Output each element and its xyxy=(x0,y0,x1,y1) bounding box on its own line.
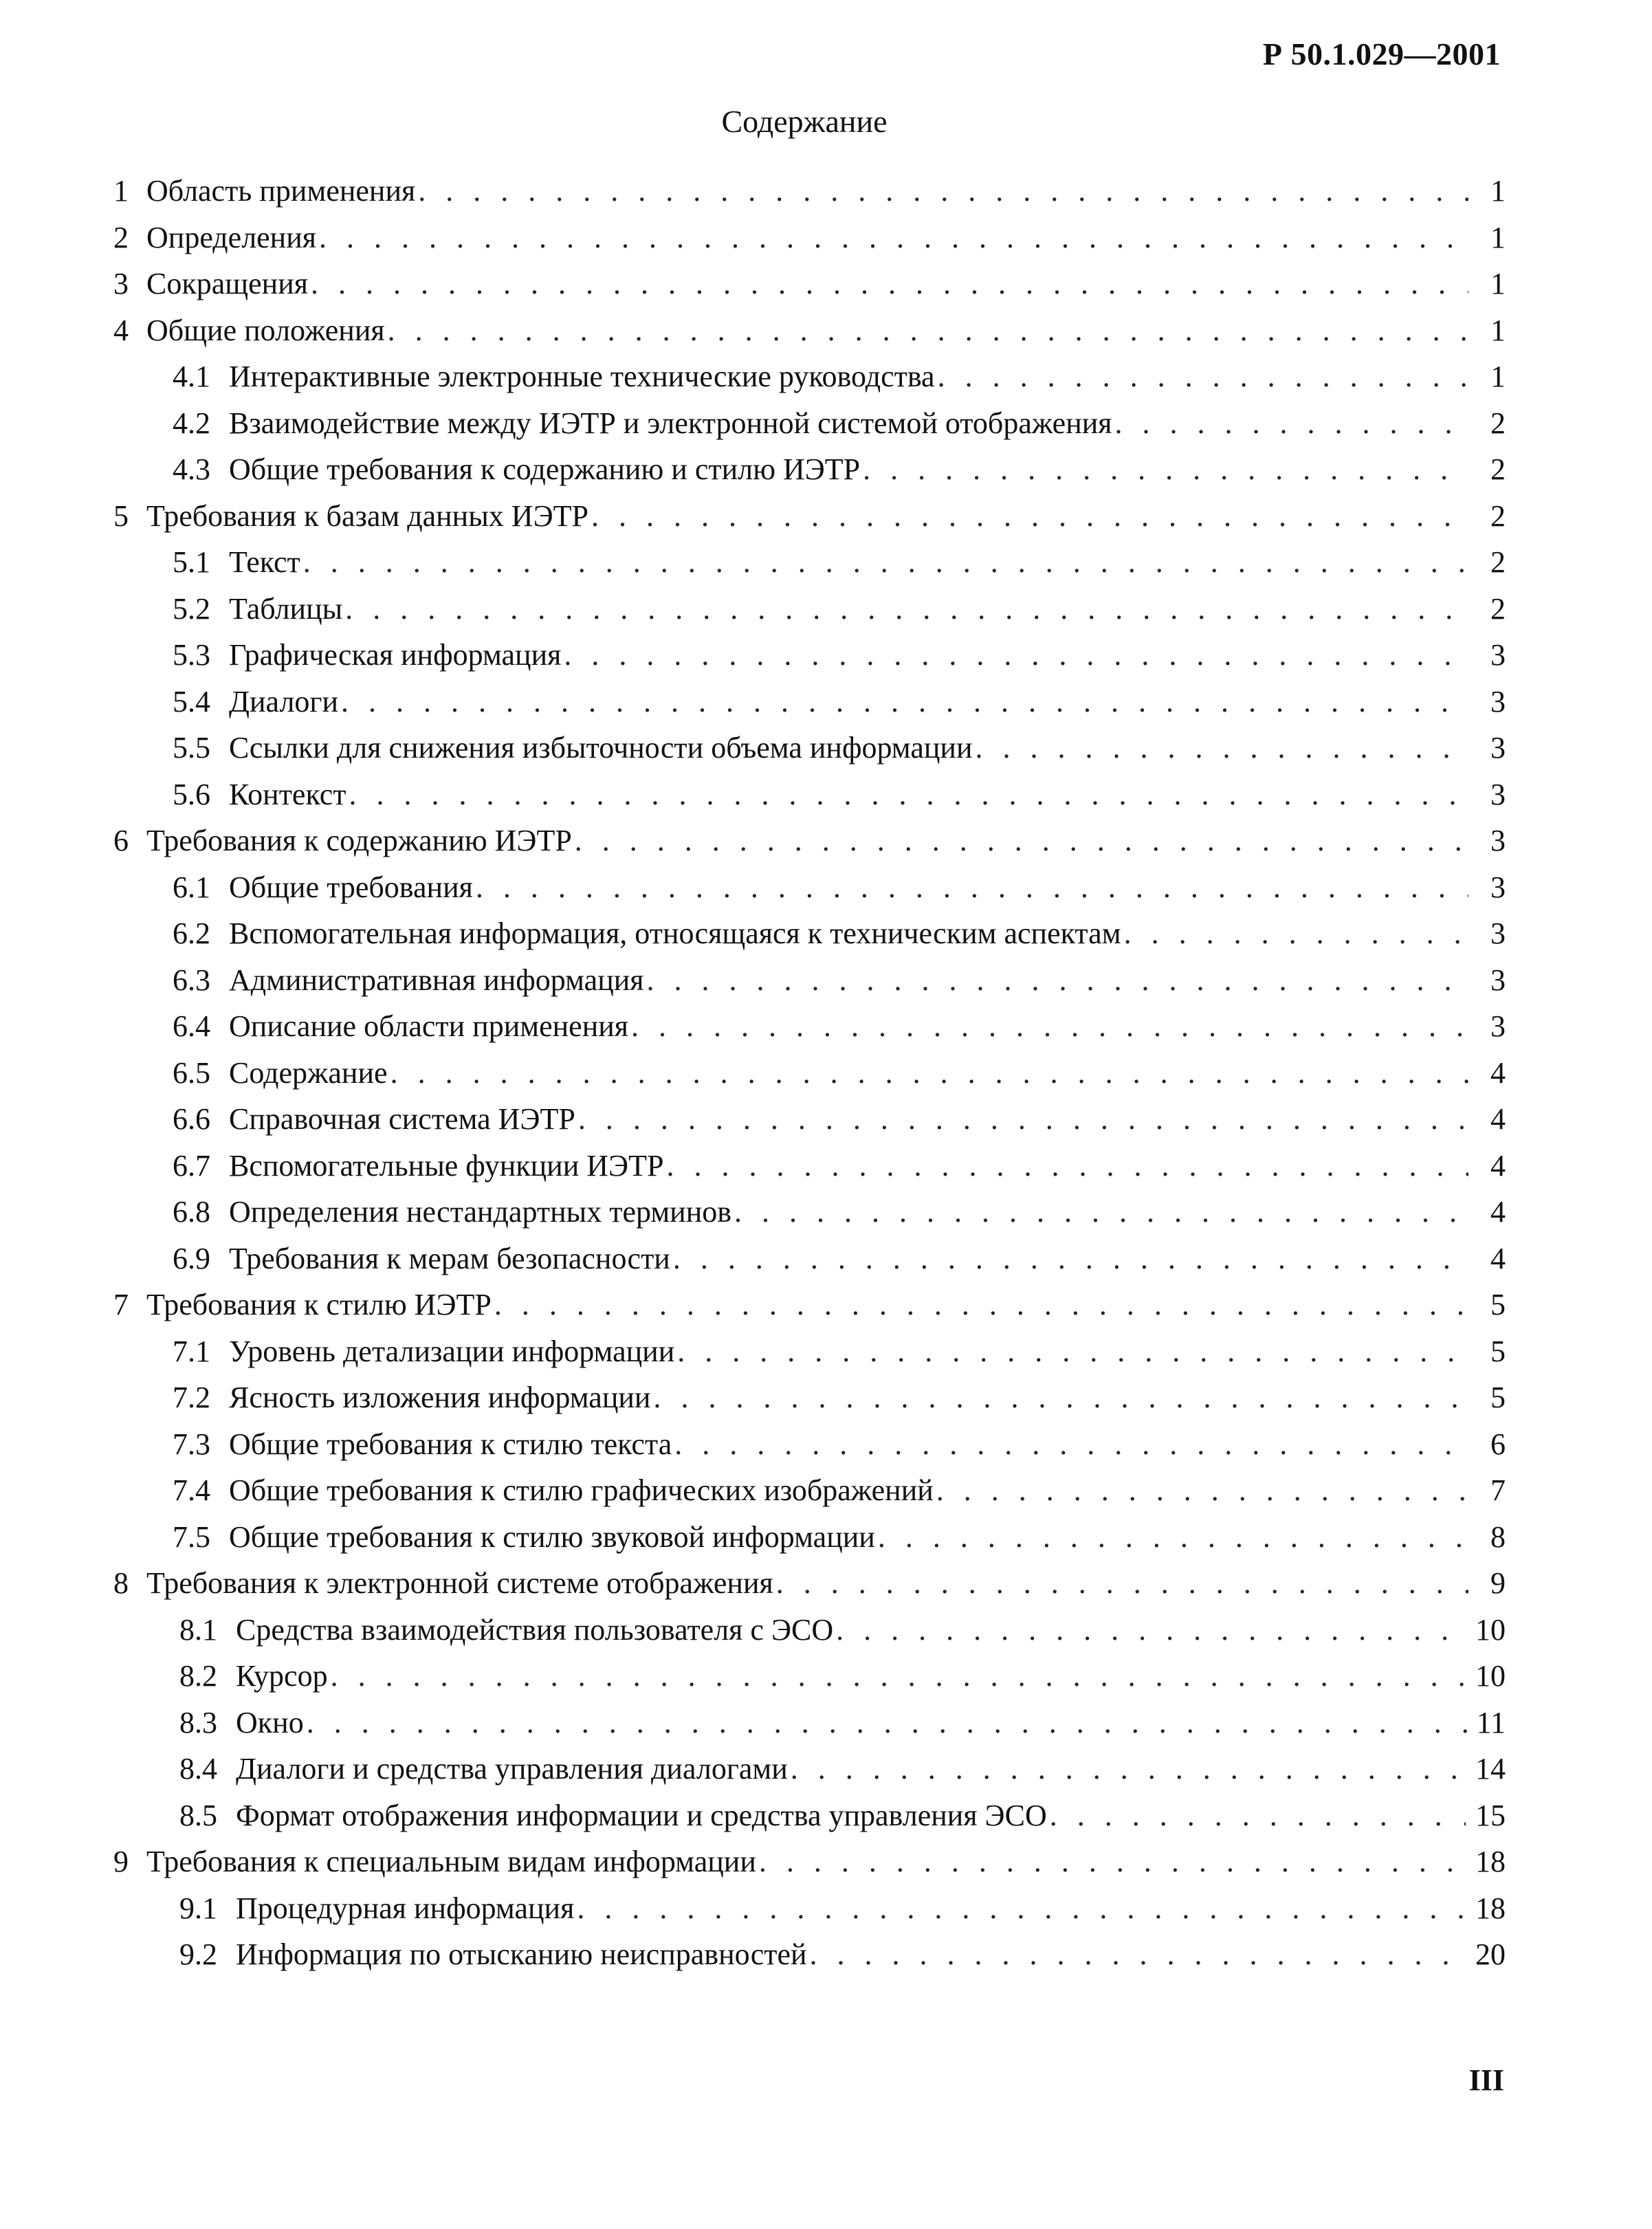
toc-entry-title: Интерактивные электронные технические руководства xyxy=(229,360,935,393)
toc-entry-title: Требования к электронной системе отображения xyxy=(146,1566,773,1600)
toc-entry-page: 10 xyxy=(1475,1612,1506,1647)
toc-entry-page: 3 xyxy=(1490,638,1506,672)
toc-leader-dots xyxy=(564,632,1468,679)
toc-leader-dots xyxy=(388,307,1468,354)
toc-entry xyxy=(113,679,1506,725)
toc-entry-page: 15 xyxy=(1475,1798,1506,1832)
toc-entry xyxy=(113,1143,1506,1189)
toc-entry-page: 10 xyxy=(1475,1659,1506,1693)
toc-entry xyxy=(113,215,1506,261)
toc-entry xyxy=(113,771,1506,818)
toc-entry-page: 3 xyxy=(1490,1009,1506,1043)
toc-entry-title: Контекст xyxy=(229,777,346,811)
toc-entry xyxy=(113,1700,1506,1746)
document-code: Р 50.1.029—2001 xyxy=(1262,36,1501,72)
toc-entry-number: 5.3 xyxy=(173,638,210,672)
toc-entry-title: Вспомогательные функции ИЭТР xyxy=(229,1148,664,1183)
toc-entry-title: Описание области применения xyxy=(229,1009,629,1043)
toc-entry xyxy=(113,1189,1506,1236)
toc-leader-dots xyxy=(677,1328,1468,1375)
toc-entry-number: 7.2 xyxy=(173,1381,210,1414)
toc-entry xyxy=(113,1560,1506,1607)
toc-leader-dots xyxy=(976,725,1468,771)
toc-entry xyxy=(113,725,1506,771)
toc-entry xyxy=(113,910,1506,957)
toc-entry-number: 6.7 xyxy=(173,1148,210,1183)
toc-entry-title: Формат отображения информации и средства управления ЭСО xyxy=(236,1798,1047,1832)
toc-entry-page: 5 xyxy=(1490,1381,1506,1414)
toc-entry-title: Общие требования к содержанию и стилю ИЭТР xyxy=(229,452,861,486)
toc-leader-dots xyxy=(476,864,1468,911)
toc-entry-page: 4 xyxy=(1490,1148,1506,1183)
toc-entry-page: 18 xyxy=(1475,1845,1506,1878)
toc-leader-dots xyxy=(349,771,1469,818)
toc-leader-dots xyxy=(390,1050,1468,1097)
toc-entry-title: Общие требования к стилю текста xyxy=(229,1427,672,1461)
toc-entry-page: 4 xyxy=(1490,1241,1506,1275)
toc-leader-dots xyxy=(647,957,1468,1004)
toc-entry-title: Требования к стилю ИЭТР xyxy=(146,1288,492,1321)
toc-leader-dots xyxy=(345,586,1468,633)
toc-entry-page: 1 xyxy=(1490,360,1506,393)
toc-entry-page: 2 xyxy=(1490,452,1506,486)
toc-entry-title: Требования к мерам безопасности xyxy=(229,1241,670,1275)
toc-entry-number: 3 xyxy=(113,267,129,300)
toc-entry-number: 9.1 xyxy=(179,1891,217,1925)
toc-entry-page: 3 xyxy=(1490,731,1506,765)
toc-entry-number: 1 xyxy=(113,174,129,208)
toc-leader-dots xyxy=(341,679,1468,725)
toc-entry-number: 6.1 xyxy=(173,870,210,904)
toc-entry-number: 6.8 xyxy=(173,1195,210,1229)
toc-entry-page: 2 xyxy=(1490,406,1506,440)
toc-entry-number: 8.5 xyxy=(179,1798,217,1832)
toc-entry xyxy=(113,1050,1506,1097)
toc-entry-number: 6.3 xyxy=(173,963,210,997)
toc-entry-title: Содержание xyxy=(229,1055,388,1090)
toc-entry-title: Сокращения xyxy=(146,267,308,300)
toc-entry xyxy=(113,353,1506,400)
toc-entry-number: 4.2 xyxy=(173,406,210,440)
toc-entry xyxy=(113,586,1506,633)
toc-entry xyxy=(113,1421,1506,1468)
toc-entry-title: Определения xyxy=(146,220,317,254)
toc-entry-number: 6.2 xyxy=(173,916,210,950)
toc-entry-number: 8 xyxy=(113,1566,129,1600)
toc-leader-dots xyxy=(674,1421,1468,1468)
toc-entry-number: 7.1 xyxy=(173,1334,210,1368)
toc-entry-title: Диалоги xyxy=(229,684,339,718)
toc-leader-dots xyxy=(311,261,1468,307)
toc-entry xyxy=(113,1885,1506,1932)
toc-leader-dots xyxy=(936,1467,1468,1514)
toc-entry-title: Требования к базам данных ИЭТР xyxy=(146,498,588,533)
toc-entry xyxy=(113,1607,1506,1654)
toc-entry xyxy=(113,957,1506,1004)
toc-leader-dots xyxy=(631,1003,1468,1050)
toc-leader-dots xyxy=(653,1374,1468,1421)
toc-entry-number: 5.5 xyxy=(173,731,210,765)
toc-entry-page: 18 xyxy=(1475,1891,1506,1925)
toc-entry xyxy=(113,1374,1506,1421)
toc-entry xyxy=(113,1236,1506,1282)
toc-leader-dots xyxy=(577,1885,1466,1932)
toc-entry xyxy=(113,1514,1506,1561)
toc-entry-number: 6 xyxy=(113,824,129,857)
toc-entry xyxy=(113,817,1506,864)
toc-leader-dots xyxy=(303,539,1468,586)
toc-entry-title: Определения нестандартных терминов xyxy=(229,1195,732,1229)
toc-entry-page: 2 xyxy=(1490,545,1506,579)
toc-leader-dots xyxy=(810,1931,1466,1978)
toc-entry-title: Вспомогательная информация, относящаяся к техническим аспектам xyxy=(229,916,1121,950)
toc-leader-dots xyxy=(938,353,1468,400)
toc-entry-page: 1 xyxy=(1490,267,1506,300)
toc-entry-number: 5.4 xyxy=(173,684,210,718)
toc-entry-number: 4 xyxy=(113,313,129,347)
toc-entry-title: Область применения xyxy=(146,174,416,208)
toc-entry-number: 2 xyxy=(113,220,129,254)
toc-leader-dots xyxy=(759,1838,1466,1885)
toc-entry-page: 4 xyxy=(1490,1055,1506,1090)
toc-entry-title: Требования к специальным видам информации xyxy=(146,1845,756,1878)
toc-entry-page: 5 xyxy=(1490,1334,1506,1368)
toc-entry xyxy=(113,539,1506,586)
toc-entry-page: 1 xyxy=(1490,220,1506,254)
toc-entry xyxy=(113,307,1506,354)
toc-entry xyxy=(113,168,1506,215)
toc-leader-dots xyxy=(791,1746,1466,1792)
toc-entry-title: Средства взаимодействия пользователя с ЭСО xyxy=(236,1612,834,1647)
toc-leader-dots xyxy=(734,1189,1468,1236)
toc-entry-number: 8.3 xyxy=(179,1705,217,1739)
toc-entry-page: 1 xyxy=(1490,174,1506,208)
toc-entry-title: Процедурная информация xyxy=(236,1891,575,1925)
toc-entry-title: Ясность изложения информации xyxy=(229,1381,651,1414)
toc-entry-page: 1 xyxy=(1490,313,1506,347)
toc-entry xyxy=(113,1792,1506,1839)
toc-title: Содержание xyxy=(721,104,888,139)
toc-entry-number: 7.5 xyxy=(173,1519,210,1554)
toc-entry xyxy=(113,1931,1506,1978)
toc-leader-dots xyxy=(1124,910,1468,957)
toc-entry xyxy=(113,1746,1506,1792)
toc-entry-page: 3 xyxy=(1490,916,1506,950)
toc-entry xyxy=(113,1328,1506,1375)
toc-entry-title: Информация по отысканию неисправностей xyxy=(236,1937,807,1971)
toc-entry-number: 9.2 xyxy=(179,1937,217,1971)
toc-entry-title: Общие требования xyxy=(229,870,473,904)
toc-entry-number: 6.4 xyxy=(173,1009,210,1043)
toc-leader-dots xyxy=(836,1607,1466,1654)
toc-entry-title: Таблицы xyxy=(229,591,343,626)
toc-leader-dots xyxy=(673,1236,1468,1282)
toc-leader-dots xyxy=(418,168,1468,215)
toc-leader-dots xyxy=(575,817,1468,864)
toc-leader-dots xyxy=(307,1700,1467,1746)
toc-entry-page: 4 xyxy=(1490,1195,1506,1229)
toc-leader-dots xyxy=(1050,1792,1466,1839)
toc-entry-title: Справочная система ИЭТР xyxy=(229,1102,575,1136)
toc-entry-number: 5.2 xyxy=(173,591,210,626)
toc-entry-number: 7.4 xyxy=(173,1473,210,1507)
toc-entry-number: 5.1 xyxy=(173,545,210,579)
toc-entry-title: Графическая информация xyxy=(229,638,562,672)
toc-leader-dots xyxy=(494,1282,1468,1328)
toc-entry-number: 9 xyxy=(113,1845,129,1878)
toc-entry xyxy=(113,400,1506,447)
toc-entry-page: 5 xyxy=(1490,1288,1506,1321)
toc-entry-title: Курсор xyxy=(236,1659,328,1693)
toc-leader-dots xyxy=(331,1653,1466,1700)
page-number: III xyxy=(1468,2063,1504,2097)
toc-entry-page: 3 xyxy=(1490,963,1506,997)
toc-entry-number: 6.5 xyxy=(173,1055,210,1090)
toc-entry-number: 8.1 xyxy=(179,1612,217,1647)
toc-entry-number: 8.4 xyxy=(179,1752,217,1786)
toc-entry-title: Ссылки для снижения избыточности объема информации xyxy=(229,731,973,765)
toc-entry-page: 3 xyxy=(1490,824,1506,857)
toc-entry-number: 5 xyxy=(113,498,129,533)
toc-entry xyxy=(113,1467,1506,1514)
toc-entry-title: Окно xyxy=(236,1705,304,1739)
toc-entry-page: 11 xyxy=(1476,1705,1506,1739)
toc-entry-number: 4.3 xyxy=(173,452,210,486)
toc-entry-title: Требования к содержанию ИЭТР xyxy=(146,824,572,857)
toc-entry xyxy=(113,1096,1506,1143)
toc-entry-page: 20 xyxy=(1475,1937,1506,1971)
toc-entry-number: 6.6 xyxy=(173,1102,210,1136)
toc-entry xyxy=(113,864,1506,911)
toc-leader-dots xyxy=(591,493,1468,540)
table-of-contents xyxy=(113,168,1506,1978)
toc-entry-number: 7 xyxy=(113,1288,129,1321)
toc-entry-page: 2 xyxy=(1490,591,1506,626)
toc-leader-dots xyxy=(319,215,1468,261)
toc-entry-page: 3 xyxy=(1490,684,1506,718)
toc-entry-title: Общие требования к стилю звуковой информации xyxy=(229,1519,875,1554)
toc-entry-number: 4.1 xyxy=(173,360,210,393)
toc-entry-number: 7.3 xyxy=(173,1427,210,1461)
toc-leader-dots xyxy=(666,1143,1468,1189)
toc-entry-page: 14 xyxy=(1475,1752,1506,1786)
toc-leader-dots xyxy=(878,1514,1468,1561)
toc-entry-title: Уровень детализации информации xyxy=(229,1334,675,1368)
toc-entry-page: 9 xyxy=(1490,1566,1506,1600)
toc-entry-title: Текст xyxy=(229,545,300,579)
toc-entry-page: 7 xyxy=(1490,1473,1506,1507)
toc-entry-number: 6.9 xyxy=(173,1241,210,1275)
toc-entry-page: 6 xyxy=(1490,1427,1506,1461)
toc-entry-title: Административная информация xyxy=(229,963,644,997)
toc-entry xyxy=(113,261,1506,307)
toc-entry-number: 5.6 xyxy=(173,777,210,811)
toc-entry-page: 3 xyxy=(1490,777,1506,811)
toc-leader-dots xyxy=(1115,400,1468,447)
toc-entry-page: 8 xyxy=(1490,1519,1506,1554)
toc-leader-dots xyxy=(578,1096,1468,1143)
toc-entry-title: Общие требования к стилю графических изображений xyxy=(229,1473,934,1507)
toc-entry xyxy=(113,1838,1506,1885)
toc-entry xyxy=(113,446,1506,493)
toc-leader-dots xyxy=(863,446,1468,493)
toc-entry-page: 3 xyxy=(1490,870,1506,904)
toc-entry-title: Взаимодействие между ИЭТР и электронной системой отображения xyxy=(229,406,1112,440)
toc-entry xyxy=(113,1653,1506,1700)
toc-entry-title: Диалоги и средства управления диалогами xyxy=(236,1752,788,1786)
toc-entry-page: 2 xyxy=(1490,498,1506,533)
toc-entry xyxy=(113,1003,1506,1050)
toc-entry xyxy=(113,632,1506,679)
toc-entry xyxy=(113,493,1506,540)
toc-entry-title: Общие положения xyxy=(146,313,385,347)
toc-entry xyxy=(113,1282,1506,1328)
toc-entry-page: 4 xyxy=(1490,1102,1506,1136)
toc-entry-number: 8.2 xyxy=(179,1659,217,1693)
toc-leader-dots xyxy=(776,1560,1468,1607)
